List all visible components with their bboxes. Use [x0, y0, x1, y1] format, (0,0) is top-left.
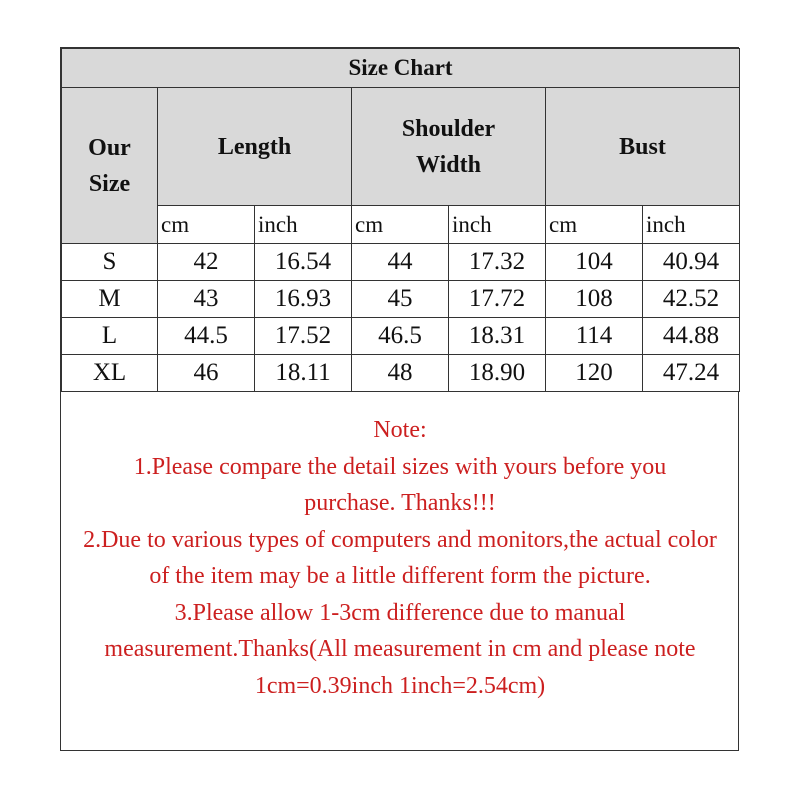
bust-inch: 47.24	[643, 355, 740, 392]
note-line-2: 2.Due to various types of computers and monitors,the actual color of the item may be a little different form the picture.	[83, 526, 717, 589]
size-chart	[60, 47, 739, 751]
header-shoulder-width: Shoulder Width	[352, 88, 546, 206]
bust-cm: 120	[546, 355, 643, 392]
table-row	[62, 244, 740, 281]
bust-inch: 42.52	[643, 281, 740, 318]
shoulder-cm: 45	[352, 281, 449, 318]
length-cm: 44.5	[158, 318, 255, 355]
length-cm: 46	[158, 355, 255, 392]
bust-cm: 104	[546, 244, 643, 281]
shoulder-cm: 46.5	[352, 318, 449, 355]
unit-bust-cm: cm	[546, 206, 643, 244]
size-label: XL	[62, 355, 158, 392]
shoulder-inch: 17.72	[449, 281, 546, 318]
bust-cm: 114	[546, 318, 643, 355]
bust-inch: 40.94	[643, 244, 740, 281]
shoulder-cm: 48	[352, 355, 449, 392]
table-row	[62, 355, 740, 392]
length-inch: 16.93	[255, 281, 352, 318]
length-cm: 43	[158, 281, 255, 318]
shoulder-cm: 44	[352, 244, 449, 281]
size-label: M	[62, 281, 158, 318]
length-inch: 18.11	[255, 355, 352, 392]
table-row	[62, 318, 740, 355]
unit-shoulder-cm: cm	[352, 206, 449, 244]
note-section	[61, 394, 739, 750]
shoulder-inch: 17.32	[449, 244, 546, 281]
header-our-size: Our Size	[62, 88, 158, 244]
size-label: S	[62, 244, 158, 281]
note-heading: Note:	[373, 417, 427, 443]
header-bust: Bust	[546, 88, 740, 206]
unit-bust-inch: inch	[643, 206, 740, 244]
unit-length-inch: inch	[255, 206, 352, 244]
header-length: Length	[158, 88, 352, 206]
length-cm: 42	[158, 244, 255, 281]
shoulder-inch: 18.31	[449, 318, 546, 355]
shoulder-inch: 18.90	[449, 355, 546, 392]
length-inch: 16.54	[255, 244, 352, 281]
size-table	[61, 48, 740, 392]
bust-cm: 108	[546, 281, 643, 318]
table-row	[62, 281, 740, 318]
bust-inch: 44.88	[643, 318, 740, 355]
note-line-1: 1.Please compare the detail sizes with yours before you purchase. Thanks!!!	[133, 453, 667, 516]
unit-shoulder-inch: inch	[449, 206, 546, 244]
unit-length-cm: cm	[158, 206, 255, 244]
table-title: Size Chart	[62, 49, 740, 88]
length-inch: 17.52	[255, 318, 352, 355]
size-label: L	[62, 318, 158, 355]
note-line-3: 3.Please allow 1-3cm difference due to manual measurement.Thanks(All measurement in cm and please note 1cm=0.39inch 1inch=2.54cm)	[104, 599, 696, 699]
